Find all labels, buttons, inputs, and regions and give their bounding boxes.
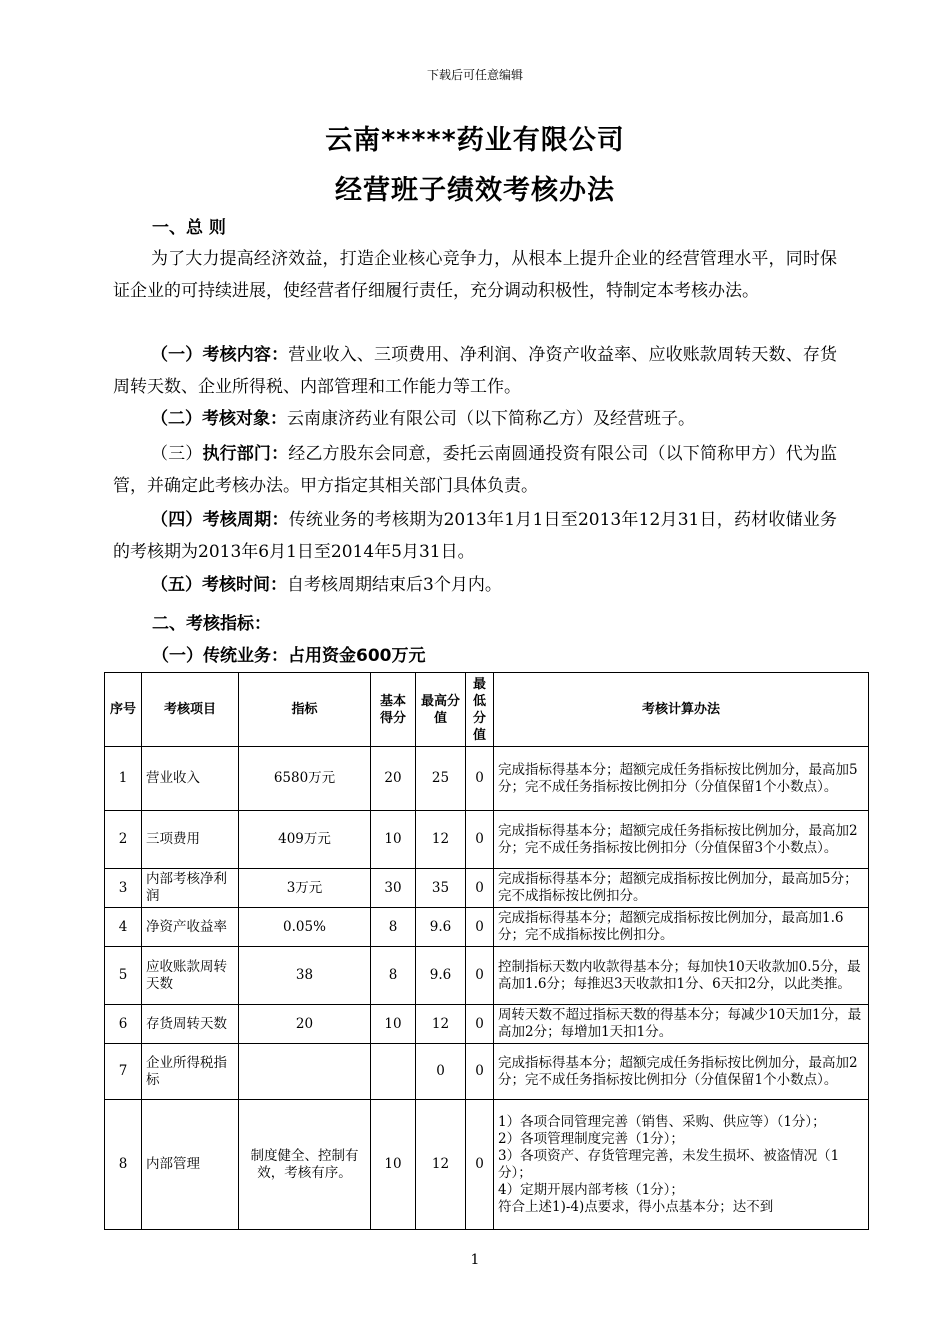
cell-base: 20 (371, 747, 416, 811)
cell-method: 完成指标得基本分；超额完成任务指标按比例加分，最高加5分；完不成任务指标按比例扣分（分值保留1个小数点）。 (494, 747, 869, 811)
cell-item: 净资产收益率 (142, 908, 239, 947)
cell-no: 3 (105, 869, 142, 908)
cell-target (239, 1044, 371, 1100)
cell-item: 内部考核净利润 (142, 869, 239, 908)
page-number: 1 (470, 1252, 480, 1268)
cell-base: 10 (371, 1005, 416, 1044)
cell-target: 制度健全、控制有效，考核有序。 (239, 1100, 371, 1230)
subsection-heading-traditional: （一）传统业务：占用资金600万元 (152, 646, 426, 666)
item-label: （四）考核周期： (151, 510, 289, 530)
cell-min: 0 (466, 811, 494, 869)
cell-target: 409万元 (239, 811, 371, 869)
cell-no: 5 (105, 947, 142, 1005)
table-row (105, 1005, 869, 1044)
cell-method: 完成指标得基本分；超额完成任务指标按比例加分，最高加2分；完不成任务指标按比例扣分（分值保留1个小数点）。 (494, 1044, 869, 1100)
item-label: （一）考核内容： (151, 345, 289, 365)
cell-max: 0 (416, 1044, 466, 1100)
cell-no: 4 (105, 908, 142, 947)
header-target: 指标 (239, 673, 371, 747)
cell-item: 内部管理 (142, 1100, 239, 1230)
cell-base: 30 (371, 869, 416, 908)
cell-target: 6580万元 (239, 747, 371, 811)
section-heading-indicators: 二、考核指标： (152, 614, 271, 634)
table-row (105, 947, 869, 1005)
cell-base (371, 1044, 416, 1100)
cell-item: 存货周转天数 (142, 1005, 239, 1044)
item-assessment-target (113, 403, 837, 435)
method-line: 4）定期开展内部考核（1分）； (498, 1181, 684, 1198)
header-item: 考核项目 (142, 673, 239, 747)
cell-max: 12 (416, 811, 466, 869)
cell-item: 应收账款周转天数 (142, 947, 239, 1005)
item-label-prefix: （三） (151, 444, 203, 464)
cell-min: 0 (466, 1100, 494, 1230)
table-row (105, 869, 869, 908)
cell-max: 35 (416, 869, 466, 908)
document-title: 云南*****药业有限公司 (325, 125, 625, 156)
cell-min: 0 (466, 947, 494, 1005)
item-text: 传统业务的考核期为2013年1月1日至2013年12月31日，药材收储业务的考核期为2013年6月1日至2014年5月31日。 (113, 510, 838, 562)
cell-method: 周转天数不超过指标天数的得基本分；每减少10天加1分，最高加2分；每增加1天扣1分。 (494, 1005, 869, 1044)
item-executing-department (113, 438, 837, 502)
cell-method: 控制指标天数内收款得基本分；每加快10天收款加0.5分，最高加1.6分；每推迟3天收款扣1分、6天扣2分，以此类推。 (494, 947, 869, 1005)
header-min-score: 最低分值 (466, 673, 494, 747)
cell-item: 营业收入 (142, 747, 239, 811)
cell-base: 8 (371, 947, 416, 1005)
header-note: 下载后可任意编辑 (426, 68, 523, 82)
cell-min: 0 (466, 908, 494, 947)
item-label: （五）考核时间： (151, 575, 287, 595)
item-assessment-content (113, 339, 837, 403)
item-assessment-period (113, 504, 837, 568)
item-text: 云南康济药业有限公司（以下简称乙方）及经营班子。 (287, 409, 695, 429)
cell-method: 完成指标得基本分；超额完成任务指标按比例加分，最高加2分；完不成任务指标按比例扣分（分值保留3个小数点）。 (494, 811, 869, 869)
cell-target: 0.05% (239, 908, 371, 947)
table-row (105, 811, 869, 869)
table-row (105, 747, 869, 811)
cell-max: 12 (416, 1005, 466, 1044)
method-line: 符合上述1)-4)点要求，得小点基本分；达不到 (498, 1198, 774, 1215)
header-method: 考核计算办法 (494, 673, 869, 747)
cell-max: 12 (416, 1100, 466, 1230)
item-text: 经乙方股东会同意，委托云南圆通投资有限公司（以下简称甲方）代为监管，并确定此考核办法。甲方指定其相关部门具体负责。 (113, 444, 838, 496)
cell-min: 0 (466, 1005, 494, 1044)
cell-method: 完成指标得基本分；超额完成指标按比例加分，最高加1.6分；完不成指标按比例扣分。 (494, 908, 869, 947)
cell-min: 0 (466, 869, 494, 908)
intro-paragraph: 为了大力提高经济效益，打造企业核心竞争力，从根本上提升企业的经营管理水平，同时保证企业的可持续进展，使经营者仔细履行责任，充分调动积极性，特制定本考核办法。 (113, 249, 837, 301)
cell-target: 3万元 (239, 869, 371, 908)
cell-max: 9.6 (416, 908, 466, 947)
item-label: （二）考核对象： (151, 409, 287, 429)
cell-target: 20 (239, 1005, 371, 1044)
document-subtitle: 经营班子绩效考核办法 (335, 175, 615, 206)
cell-min: 0 (466, 1044, 494, 1100)
cell-min: 0 (466, 747, 494, 811)
item-label: 执行部门： (202, 444, 289, 464)
method-line: 1）各项合同管理完善（销售、采购、供应等）（1分）； (498, 1113, 826, 1130)
item-text: 自考核周期结束后3个月内。 (287, 575, 502, 595)
cell-base: 10 (371, 811, 416, 869)
item-assessment-time (113, 569, 837, 601)
cell-item: 企业所得税指标 (142, 1044, 239, 1100)
kpi-table (104, 672, 869, 1230)
method-line: 2）各项管理制度完善（1分）； (498, 1130, 684, 1147)
table-header-row (105, 673, 869, 747)
cell-no: 1 (105, 747, 142, 811)
section-heading-general: 一、总 则 (152, 218, 226, 238)
cell-base: 10 (371, 1100, 416, 1230)
cell-no: 7 (105, 1044, 142, 1100)
cell-method (494, 1100, 869, 1230)
cell-max: 25 (416, 747, 466, 811)
header-no: 序号 (105, 673, 142, 747)
cell-no: 6 (105, 1005, 142, 1044)
header-base-score: 基本得分 (371, 673, 416, 747)
cell-no: 2 (105, 811, 142, 869)
table-row (105, 1100, 869, 1230)
table-row (105, 1044, 869, 1100)
cell-no: 8 (105, 1100, 142, 1230)
cell-base: 8 (371, 908, 416, 947)
cell-item: 三项费用 (142, 811, 239, 869)
cell-method: 完成指标得基本分；超额完成指标按比例加分，最高加5分；完不成指标按比例扣分。 (494, 869, 869, 908)
cell-target: 38 (239, 947, 371, 1005)
method-line: 3）各项资产、存货管理完善，未发生损坏、被盗情况（1分）； (498, 1147, 840, 1181)
item-text: 营业收入、三项费用、净利润、净资产收益率、应收账款周转天数、存货周转天数、企业所得税、内部管理和工作能力等工作。 (113, 345, 838, 397)
header-max-score: 最高分值 (416, 673, 466, 747)
cell-max: 9.6 (416, 947, 466, 1005)
table-row (105, 908, 869, 947)
